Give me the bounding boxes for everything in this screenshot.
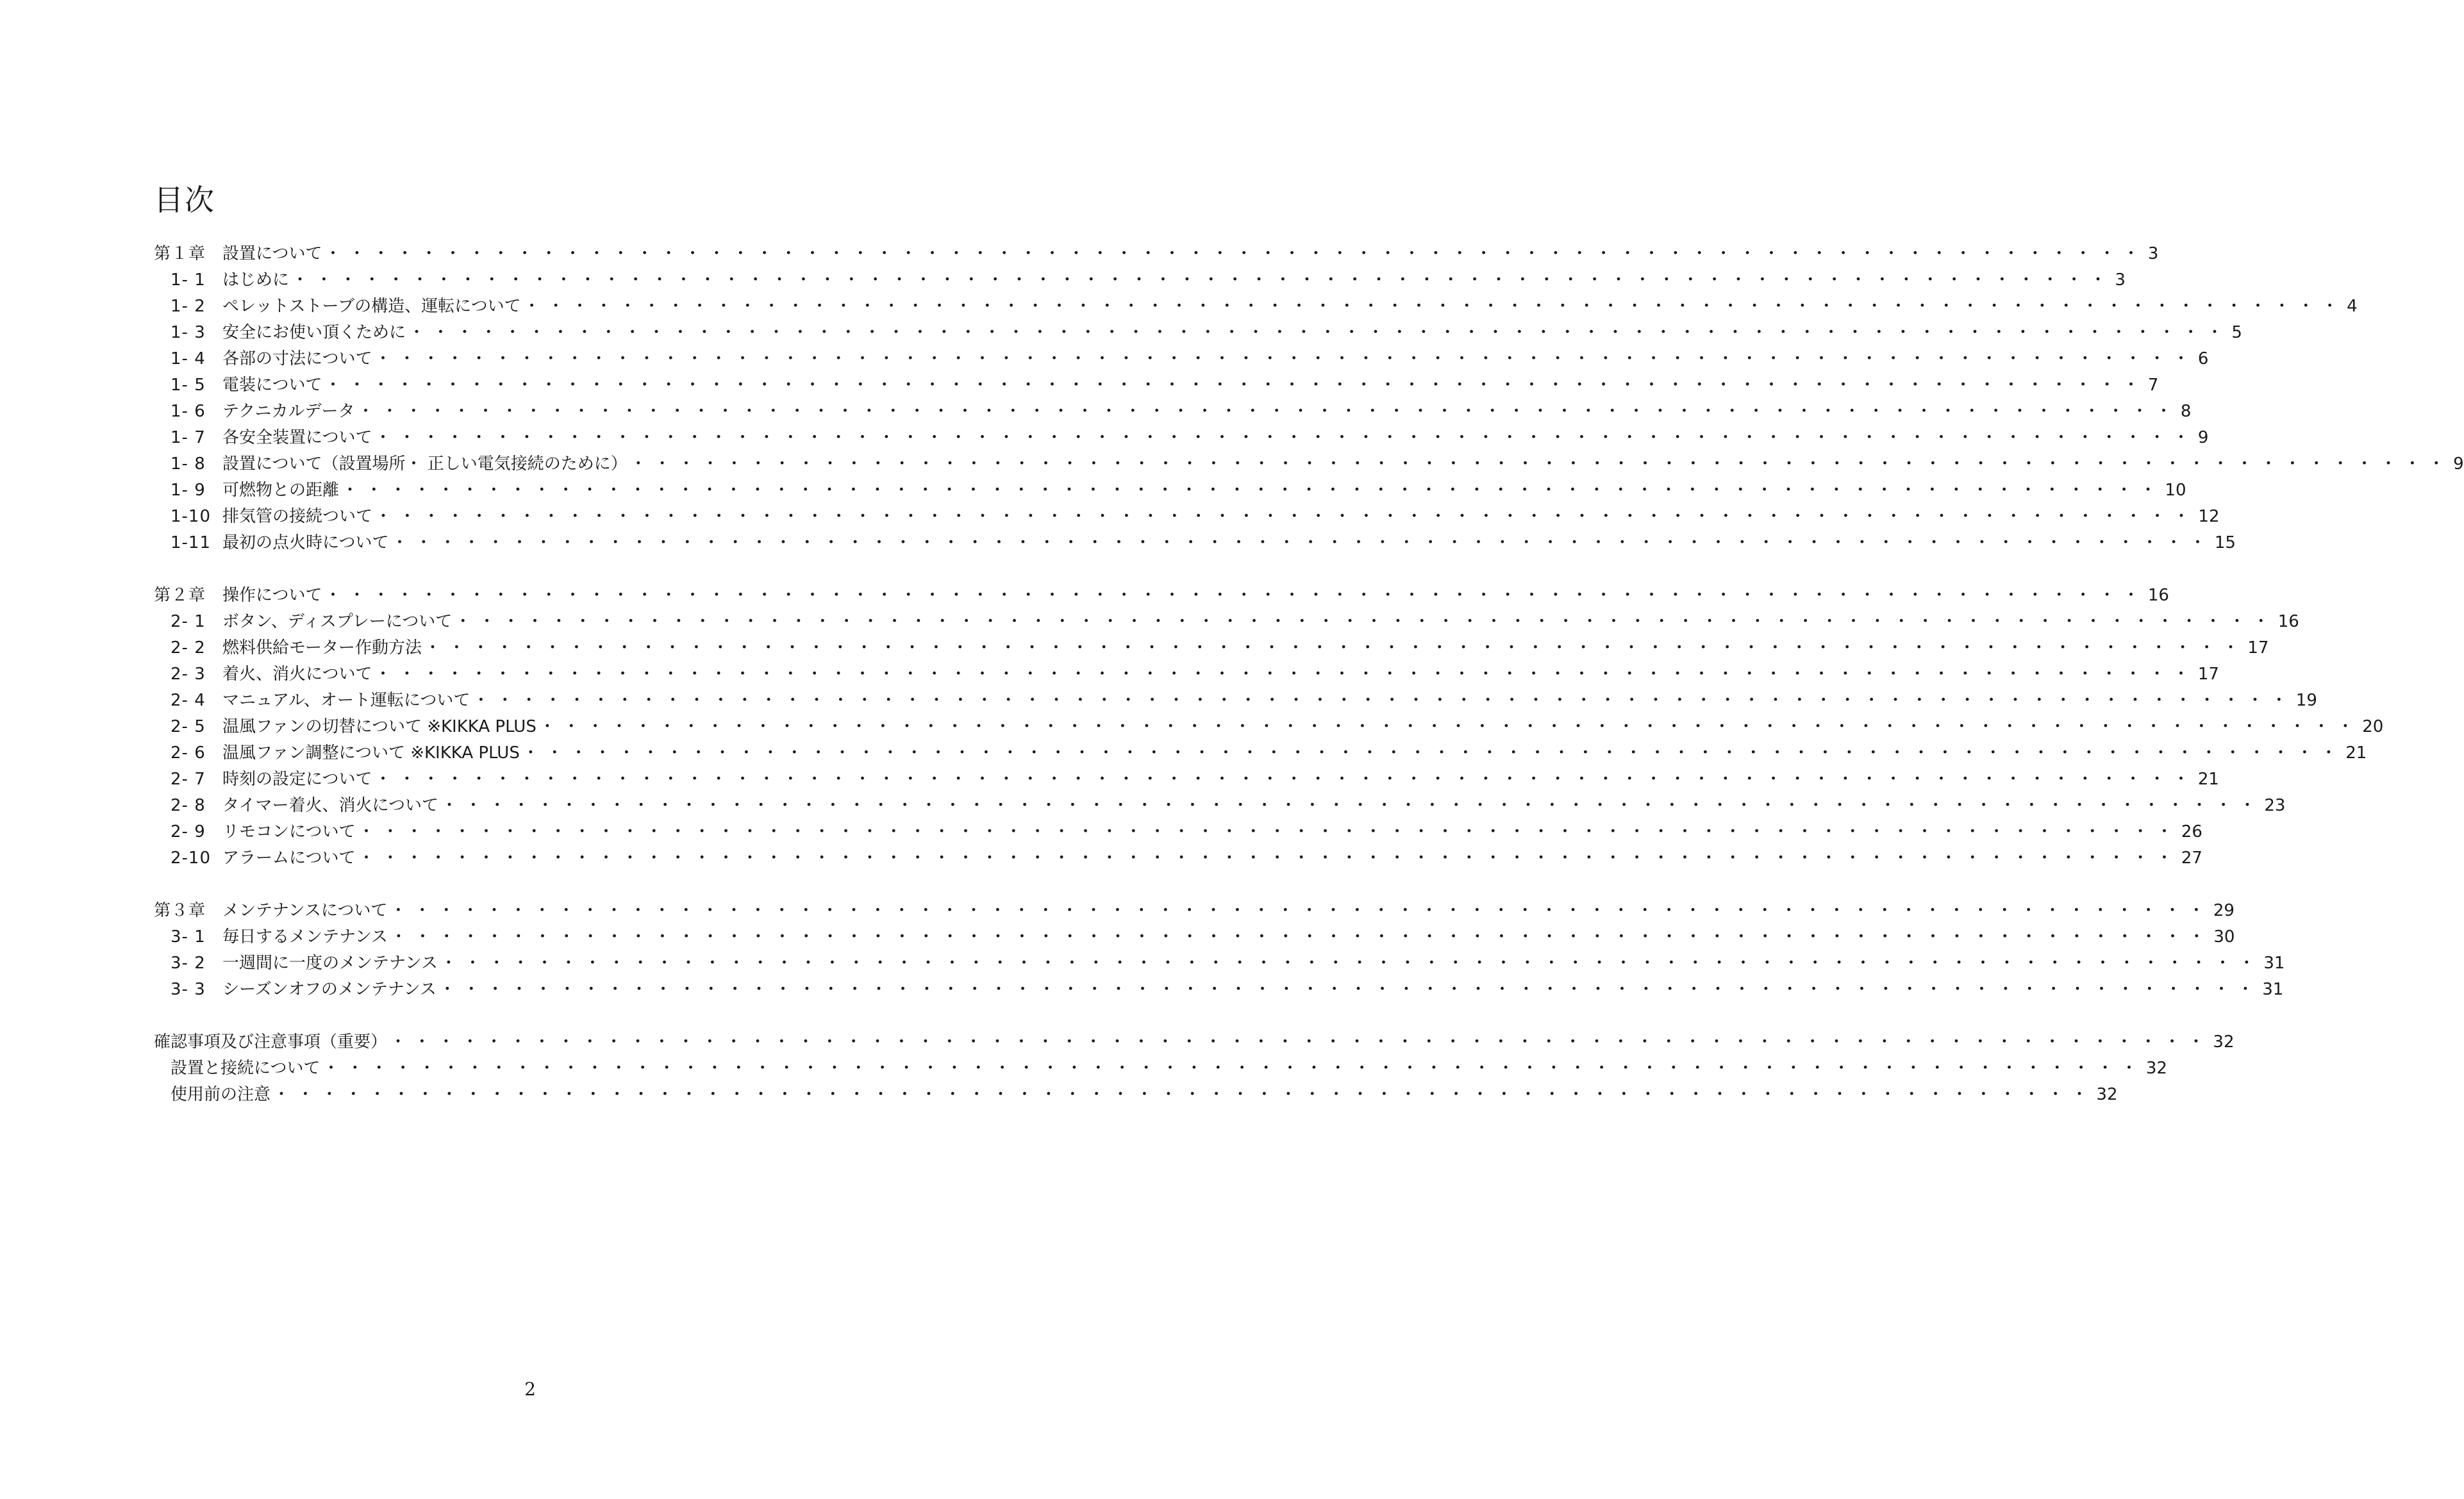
- toc-item-2-9[interactable]: [154, 819, 2202, 845]
- toc-page: 5: [2231, 323, 2242, 342]
- toc-number: 2-10: [171, 849, 212, 868]
- toc-leader: ・・・・・・・・・・・・・・・・・・・・・・・・・・・・・・・・・・・・・・・・・・・・・・・・・・・・・・・・・・・・・・・・・・・・・・・・・・・・: [374, 428, 2197, 447]
- toc-page: 31: [2263, 954, 2285, 973]
- toc-page: 7: [2147, 376, 2159, 395]
- toc-page: 4: [2347, 297, 2358, 316]
- toc-title: 使用前の注意: [171, 1085, 271, 1104]
- toc-leader: ・・・・・・・・・・・・・・・・・・・・・・・・・・・・・・・・・・・・・・・・・・・・・・・・・・・・・・・・・・・・・・・・・・・・・・・・・・・・: [522, 743, 2345, 763]
- toc-item-3-2[interactable]: [154, 950, 2285, 977]
- toc-leader: ・・・・・・・・・・・・・・・・・・・・・・・・・・・・・・・・・・・・・・・・・・・・・・・・・・・・・・・・・・・・・・・・・・・・・・・・・・・・: [390, 927, 2213, 947]
- toc-leader: ・・・・・・・・・・・・・・・・・・・・・・・・・・・・・・・・・・・・・・・・・・・・・・・・・・・・・・・・・・・・・・・・・・・・・・・・・・・・: [538, 717, 2361, 736]
- toc-title: 時刻の設定について: [222, 770, 372, 789]
- toc-number: 2- 8: [171, 796, 206, 815]
- toc-title: 最初の点火時について: [222, 533, 389, 552]
- toc-title: タイマー着火、消火について: [222, 796, 438, 815]
- toc-page: 12: [2198, 507, 2220, 526]
- toc-number: 2- 3: [171, 665, 206, 684]
- toc-page: 17: [2247, 638, 2269, 658]
- toc-leader: ・・・・・・・・・・・・・・・・・・・・・・・・・・・・・・・・・・・・・・・・・・・・・・・・・・・・・・・・・・・・・・・・・・・・・・・・・・・・: [440, 954, 2263, 973]
- toc-title: 可燃物との距離: [222, 481, 340, 500]
- toc-item-1-2[interactable]: [154, 294, 2358, 320]
- toc-leader: ・・・・・・・・・・・・・・・・・・・・・・・・・・・・・・・・・・・・・・・・・・・・・・・・・・・・・・・・・・・・・・・・・・・・・・・・・・・・: [357, 402, 2179, 421]
- toc-page: 32: [2096, 1085, 2118, 1104]
- toc-item-1-1[interactable]: [154, 267, 2126, 294]
- toc-page: 32: [2145, 1059, 2167, 1078]
- toc-number: 1- 2: [171, 297, 206, 316]
- toc-number: 1- 3: [171, 323, 206, 342]
- toc-number: 第３章: [154, 901, 206, 920]
- toc-title: 温風ファン調整について ※KIKKA PLUS: [222, 743, 520, 763]
- toc-title: 設置について（設置場所・ 正しい電気接続のために）: [222, 454, 628, 474]
- toc-title: 着火、消火について: [222, 665, 372, 684]
- toc-page: 9: [2453, 454, 2464, 474]
- toc-number: 3- 1: [171, 927, 206, 947]
- toc-item-2-2[interactable]: [154, 635, 2269, 661]
- toc-page: 21: [2345, 743, 2367, 763]
- toc-item-1-4[interactable]: [154, 346, 2209, 372]
- toc-leader: ・・・・・・・・・・・・・・・・・・・・・・・・・・・・・・・・・・・・・・・・・・・・・・・・・・・・・・・・・・・・・・・・・・・・・・・・・・・・: [342, 481, 2164, 500]
- toc-item-1-5[interactable]: [154, 372, 2159, 399]
- toc-number: 第２章: [154, 586, 206, 605]
- toc-item-2-8[interactable]: [154, 793, 2286, 819]
- toc-number: 1-11: [171, 533, 212, 552]
- toc-leader: ・・・・・・・・・・・・・・・・・・・・・・・・・・・・・・・・・・・・・・・・・・・・・・・・・・・・・・・・・・・・・・・・・・・・・・・・・・・・: [324, 376, 2147, 395]
- toc-number: 1- 9: [171, 481, 206, 500]
- toc-chapter-2[interactable]: [154, 583, 2169, 609]
- toc-number: 2- 2: [171, 638, 206, 658]
- toc-page: 10: [2165, 481, 2186, 500]
- section-spacer: [154, 556, 856, 583]
- toc-item-2-6[interactable]: [154, 740, 2367, 766]
- toc-item-2-7[interactable]: [154, 766, 2219, 793]
- toc-number: 第１章: [154, 244, 206, 263]
- toc-page: 16: [2147, 586, 2169, 605]
- section-spacer: [154, 872, 856, 898]
- toc-chapter-3[interactable]: [154, 898, 2235, 924]
- toc-title: 設置について: [222, 244, 322, 263]
- toc-page: 21: [2197, 770, 2219, 789]
- toc-leader: ・・・・・・・・・・・・・・・・・・・・・・・・・・・・・・・・・・・・・・・・・・・・・・・・・・・・・・・・・・・・・・・・・・・・・・・・・・・・: [472, 691, 2295, 710]
- toc-page: 16: [2277, 612, 2299, 631]
- toc-item-notes-1[interactable]: [154, 1056, 2167, 1082]
- toc-page: 30: [2213, 927, 2235, 947]
- toc-title: 安全にお使い頂くために: [222, 323, 406, 342]
- toc-number: 1- 4: [171, 349, 206, 369]
- toc-item-1-8[interactable]: [154, 451, 2464, 477]
- toc-leader: ・・・・・・・・・・・・・・・・・・・・・・・・・・・・・・・・・・・・・・・・・・・・・・・・・・・・・・・・・・・・・・・・・・・・・・・・・・・・: [273, 1085, 2095, 1104]
- toc-leader: ・・・・・・・・・・・・・・・・・・・・・・・・・・・・・・・・・・・・・・・・・・・・・・・・・・・・・・・・・・・・・・・・・・・・・・・・・・・・: [358, 822, 2180, 841]
- section-spacer: [154, 1003, 856, 1029]
- toc-leader: ・・・・・・・・・・・・・・・・・・・・・・・・・・・・・・・・・・・・・・・・・・・・・・・・・・・・・・・・・・・・・・・・・・・・・・・・・・・・: [629, 454, 2452, 474]
- toc-title: 排気管の接続ついて: [222, 507, 373, 526]
- toc-title: マニュアル、オート運転について: [222, 691, 470, 710]
- toc-title: 電装について: [222, 376, 322, 395]
- toc-number: 1- 8: [171, 454, 206, 474]
- toc-page: 15: [2214, 533, 2236, 552]
- toc-title: 毎日するメンテナンス: [222, 927, 388, 947]
- toc-item-2-10[interactable]: [154, 845, 2202, 872]
- toc-title: テクニカルデータ: [222, 402, 355, 421]
- toc-page: 31: [2262, 980, 2284, 999]
- toc-item-1-7[interactable]: [154, 425, 2209, 451]
- toc-number: 2- 5: [171, 717, 206, 736]
- toc-leader: ・・・・・・・・・・・・・・・・・・・・・・・・・・・・・・・・・・・・・・・・・・・・・・・・・・・・・・・・・・・・・・・・・・・・・・・・・・・・: [374, 349, 2197, 369]
- toc-item-2-3[interactable]: [154, 661, 2219, 688]
- toc-title: 燃料供給モーター作動方法: [222, 638, 422, 658]
- toc-number: 2- 9: [171, 822, 206, 841]
- page-number: 2: [524, 1379, 536, 1400]
- toc-title: 設置と接続について: [171, 1059, 320, 1078]
- toc-title: メンテナンスについて: [222, 901, 388, 920]
- toc-page: 8: [2180, 402, 2192, 421]
- toc-item-2-4[interactable]: [154, 688, 2317, 714]
- toc-page: 20: [2362, 717, 2384, 736]
- toc-item-notes-2[interactable]: [154, 1082, 2118, 1108]
- toc-item-2-1[interactable]: [154, 609, 2299, 635]
- toc-number: 1- 6: [171, 402, 206, 421]
- toc-item-3-3[interactable]: [154, 977, 2284, 1003]
- toc-leader: ・・・・・・・・・・・・・・・・・・・・・・・・・・・・・・・・・・・・・・・・・・・・・・・・・・・・・・・・・・・・・・・・・・・・・・・・・・・・: [390, 1032, 2212, 1052]
- toc-title: リモコンについて: [222, 822, 356, 841]
- toc-number: 1- 7: [171, 428, 206, 447]
- toc-number: 2- 7: [171, 770, 206, 789]
- toc-page: 32: [2213, 1032, 2235, 1052]
- toc-title: 各安全装置について: [222, 428, 372, 447]
- toc-item-1-6[interactable]: [154, 399, 2192, 425]
- toc-number: 3- 2: [171, 954, 206, 973]
- toc-title: はじめに: [222, 270, 290, 290]
- toc-page: 27: [2181, 849, 2202, 868]
- toc-page: 9: [2197, 428, 2209, 447]
- toc-leader: ・・・・・・・・・・・・・・・・・・・・・・・・・・・・・・・・・・・・・・・・・・・・・・・・・・・・・・・・・・・・・・・・・・・・・・・・・・・・: [374, 770, 2197, 789]
- toc-page: 6: [2197, 349, 2209, 369]
- toc-item-3-1[interactable]: [154, 924, 2235, 950]
- toc-item-1-3[interactable]: [154, 320, 2242, 346]
- toc-leader: ・・・・・・・・・・・・・・・・・・・・・・・・・・・・・・・・・・・・・・・・・・・・・・・・・・・・・・・・・・・・・・・・・・・・・・・・・・・・: [408, 323, 2231, 342]
- toc-number: 1- 1: [171, 270, 206, 290]
- toc-item-1-9[interactable]: [154, 477, 2186, 504]
- toc-title: アラームについて: [222, 849, 356, 868]
- toc-item-2-5[interactable]: [154, 714, 2384, 740]
- toc-chapter-1[interactable]: [154, 241, 2159, 267]
- toc-title: シーズンオフのメンテナンス: [222, 980, 437, 999]
- toc-title: 温風ファンの切替について ※KIKKA PLUS: [222, 717, 537, 736]
- toc-number: 1- 5: [171, 376, 206, 395]
- toc-page: 19: [2295, 691, 2317, 710]
- table-of-contents: [154, 241, 2464, 1108]
- toc-title: 操作について: [222, 586, 322, 605]
- toc-title: 確認事項及び注意事項（重要）: [154, 1032, 388, 1052]
- toc-leader: ・・・・・・・・・・・・・・・・・・・・・・・・・・・・・・・・・・・・・・・・・・・・・・・・・・・・・・・・・・・・・・・・・・・・・・・・・・・・: [374, 665, 2197, 684]
- toc-number: 3- 3: [171, 980, 206, 999]
- toc-leader: ・・・・・・・・・・・・・・・・・・・・・・・・・・・・・・・・・・・・・・・・・・・・・・・・・・・・・・・・・・・・・・・・・・・・・・・・・・・・: [358, 849, 2180, 868]
- toc-leader: ・・・・・・・・・・・・・・・・・・・・・・・・・・・・・・・・・・・・・・・・・・・・・・・・・・・・・・・・・・・・・・・・・・・・・・・・・・・・: [523, 297, 2346, 316]
- toc-leader: ・・・・・・・・・・・・・・・・・・・・・・・・・・・・・・・・・・・・・・・・・・・・・・・・・・・・・・・・・・・・・・・・・・・・・・・・・・・・: [324, 244, 2147, 263]
- toc-number: 2- 1: [171, 612, 206, 631]
- toc-number: 2- 4: [171, 691, 206, 710]
- toc-title: ボタン、ディスプレーについて: [222, 612, 453, 631]
- page-title: 目次: [154, 183, 215, 217]
- toc-leader: ・・・・・・・・・・・・・・・・・・・・・・・・・・・・・・・・・・・・・・・・・・・・・・・・・・・・・・・・・・・・・・・・・・・・・・・・・・・・: [292, 270, 2114, 290]
- toc-leader: ・・・・・・・・・・・・・・・・・・・・・・・・・・・・・・・・・・・・・・・・・・・・・・・・・・・・・・・・・・・・・・・・・・・・・・・・・・・・: [375, 507, 2197, 526]
- toc-item-1-11[interactable]: [154, 530, 2236, 556]
- toc-chapter-notes[interactable]: [154, 1029, 2235, 1056]
- toc-number: 2- 6: [171, 743, 206, 763]
- toc-leader: ・・・・・・・・・・・・・・・・・・・・・・・・・・・・・・・・・・・・・・・・・・・・・・・・・・・・・・・・・・・・・・・・・・・・・・・・・・・・: [324, 586, 2147, 605]
- toc-leader: ・・・・・・・・・・・・・・・・・・・・・・・・・・・・・・・・・・・・・・・・・・・・・・・・・・・・・・・・・・・・・・・・・・・・・・・・・・・・: [440, 796, 2263, 815]
- toc-leader: ・・・・・・・・・・・・・・・・・・・・・・・・・・・・・・・・・・・・・・・・・・・・・・・・・・・・・・・・・・・・・・・・・・・・・・・・・・・・: [390, 901, 2212, 920]
- toc-leader: ・・・・・・・・・・・・・・・・・・・・・・・・・・・・・・・・・・・・・・・・・・・・・・・・・・・・・・・・・・・・・・・・・・・・・・・・・・・・: [438, 980, 2261, 999]
- toc-page: 26: [2181, 822, 2202, 841]
- toc-page: 3: [2147, 244, 2159, 263]
- toc-page: 23: [2264, 796, 2286, 815]
- toc-title: 各部の寸法について: [222, 349, 372, 369]
- toc-title: 一週間に一度のメンテナンス: [222, 954, 438, 973]
- toc-page: 17: [2197, 665, 2219, 684]
- toc-page: 3: [2115, 270, 2126, 290]
- toc-page: 29: [2213, 901, 2235, 920]
- toc-item-1-10[interactable]: [154, 504, 2220, 530]
- toc-number: 1-10: [171, 507, 212, 526]
- toc-leader: ・・・・・・・・・・・・・・・・・・・・・・・・・・・・・・・・・・・・・・・・・・・・・・・・・・・・・・・・・・・・・・・・・・・・・・・・・・・・: [322, 1059, 2145, 1078]
- toc-leader: ・・・・・・・・・・・・・・・・・・・・・・・・・・・・・・・・・・・・・・・・・・・・・・・・・・・・・・・・・・・・・・・・・・・・・・・・・・・・: [424, 638, 2247, 658]
- toc-leader: ・・・・・・・・・・・・・・・・・・・・・・・・・・・・・・・・・・・・・・・・・・・・・・・・・・・・・・・・・・・・・・・・・・・・・・・・・・・・: [454, 612, 2277, 631]
- toc-leader: ・・・・・・・・・・・・・・・・・・・・・・・・・・・・・・・・・・・・・・・・・・・・・・・・・・・・・・・・・・・・・・・・・・・・・・・・・・・・: [391, 533, 2213, 552]
- toc-title: ペレットストーブの構造、運転について: [222, 297, 521, 316]
